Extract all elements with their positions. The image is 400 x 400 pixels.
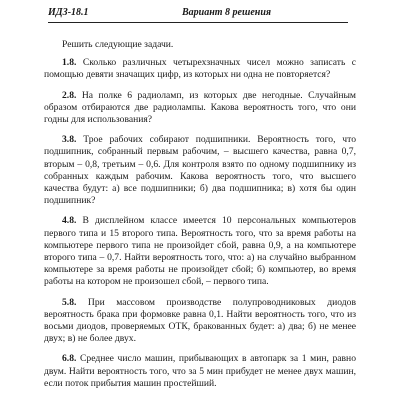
intro-text: Решить следующие задачи. [62, 39, 174, 50]
problem-4 [44, 215, 356, 288]
page-header [44, 4, 356, 22]
variant-title: Вариант 8 решения [182, 7, 272, 18]
problem-number: 6.8. [62, 353, 77, 365]
problem-number: 3.8. [62, 134, 77, 146]
problem-1 [44, 57, 356, 81]
problem-2 [44, 90, 356, 127]
problem-text: На полке 6 радиоламп, из которых две негодные. Случайным образом отбираются две радиолампы. Какова вероятность того, что они годны для использования? [44, 89, 356, 126]
problem-6 [44, 353, 356, 390]
problem-number: 1.8. [62, 57, 77, 69]
assignment-code: ИДЗ-18.1 [48, 7, 89, 18]
problem-number: 4.8. [62, 215, 77, 227]
problem-text: В дисплейном классе имеется 10 персональных компьютеров первого типа и 15 второго типа. Вероятность того, что за время работы на компьютере первого типа не произойдет сбой, равна 0,9, а на компьютере второго типа – 0,7. Найти вероятность того, что: а) на случайно выбранном компьютере за время работы не произойдет сбой; б) компьютер, во время работы на котором не произошел сбой, – первого типа. [44, 215, 356, 288]
problem-text: Сколько различных четырехзначных чисел можно записать с помощью девяти значащих цифр, из которых ни одна не повторяется? [44, 57, 356, 81]
problem-3 [44, 134, 356, 207]
header-rule [48, 22, 348, 23]
problem-text: Трое рабочих собирают подшипники. Вероятность того, что подшипник, собранный первым рабочим, – высшего качества, равна 0,7, вторым – 0,8, третьим – 0,6. Для контроля взято по одному подшипнику из собранных каждым рабочим. Какова вероятность того, что высшего качества будут: а) все подшипники; б) два подшипника; в) хотя бы один подшипник? [44, 134, 356, 207]
problem-number: 2.8. [62, 89, 77, 101]
problem-5 [44, 297, 356, 346]
problem-text: При массовом производстве полупроводниковых диодов вероятность брака при формовке равна 0,1. Найти вероятность того, что из восьми диодов, проверяемых ОТК, бракованных будет: а) два; б) не менее двух; в) не более двух. [44, 296, 356, 345]
problem-number: 5.8. [62, 296, 77, 308]
problem-text: Среднее число машин, прибывающих в автопарк за 1 мин, равно двум. Найти вероятность того, что за 5 мин прибудет не менее двух машин, если поток прибытия машин простейший. [44, 353, 356, 389]
